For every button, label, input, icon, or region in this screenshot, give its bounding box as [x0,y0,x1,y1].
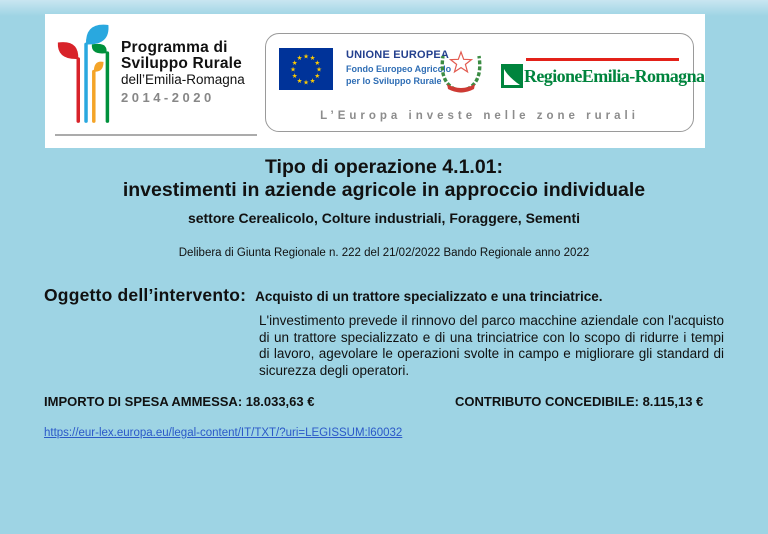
oggetto-label: Oggetto dell’intervento: [44,285,247,305]
delibera-line: Delibera di Giunta Regionale n. 222 del 21/02/2022 Bando Regionale anno 2022 [178,247,590,259]
sector-subtitle: settore Cerealicolo, Colture industriali, Foraggere, Sementi [187,210,581,226]
psr-line2: Sviluppo Rurale [121,54,242,72]
rer-red-bar [526,58,679,61]
psr-underline [55,134,257,136]
svg-text:★: ★ [303,52,309,61]
europa-tagline: L’Europa investe nelle zone rurali [320,110,639,122]
page-title-line2: investimenti in aziende agricole in approccio individuale [122,179,646,201]
psr-logo-text [121,40,245,104]
eu-fund-line2: per lo Sviluppo Rurale [346,76,442,86]
oggetto-value: Acquisto di un trattore specializzato e una trinciatrice. [255,289,603,304]
psr-years: 2014-2020 [121,90,215,105]
importo-label: IMPORTO DI SPESA AMMESSA: [44,394,243,409]
psr-line1: Programma di [121,39,228,56]
contributo-value: 8.115,13 € [642,394,704,409]
svg-text:★: ★ [291,59,298,67]
importo-line [44,394,314,409]
contributo-line [455,394,703,409]
svg-text:★: ★ [316,65,322,74]
svg-text:★: ★ [309,76,316,85]
contributo-label: CONTRIBUTO CONCEDIBILE: [455,394,639,409]
svg-text:★: ★ [296,54,303,63]
description-paragraph: L'investimento prevede il rinnovo del parco macchine aziendale con l'acquisto di un trattore specializzato e di una trinciatrice con lo scopo di ridurre i tempi di lavoro, agevolare le operazioni svolte in campo e migliorare gli standard di sicurezza degli operatori. [259,313,724,378]
eu-flag-icon [279,48,333,90]
eurlex-link[interactable]: https://eur-lex.europa.eu/legal-content/IT/TXT/?uri=LEGISSUM:l60032 [44,427,403,439]
eu-name: UNIONE EUROPEA [346,49,450,61]
psr-line3: dell’Emilia-Romagna [121,72,245,87]
svg-text:★: ★ [309,54,316,63]
svg-text:★: ★ [303,78,309,87]
logo-band [45,14,705,148]
rer-name: RegioneEmilia-Romagna [524,66,705,86]
psr-tree-icon [53,20,121,132]
svg-text:★: ★ [296,76,303,85]
svg-text:★: ★ [290,65,296,74]
italy-emblem-icon [438,42,484,96]
oggetto-row [44,285,603,306]
rer-mark-icon [501,64,523,88]
eu-fund-line1: Fondo Europeo Agricolo [346,63,452,74]
svg-text:★: ★ [314,72,321,80]
eu-fund-text [346,50,451,86]
svg-text:★: ★ [314,59,321,67]
importo-value: 18.033,63 € [245,394,315,409]
svg-text:★: ★ [291,72,298,80]
page-title-line1: Tipo di operazione 4.1.01: [264,156,504,178]
institutions-box [265,33,705,132]
